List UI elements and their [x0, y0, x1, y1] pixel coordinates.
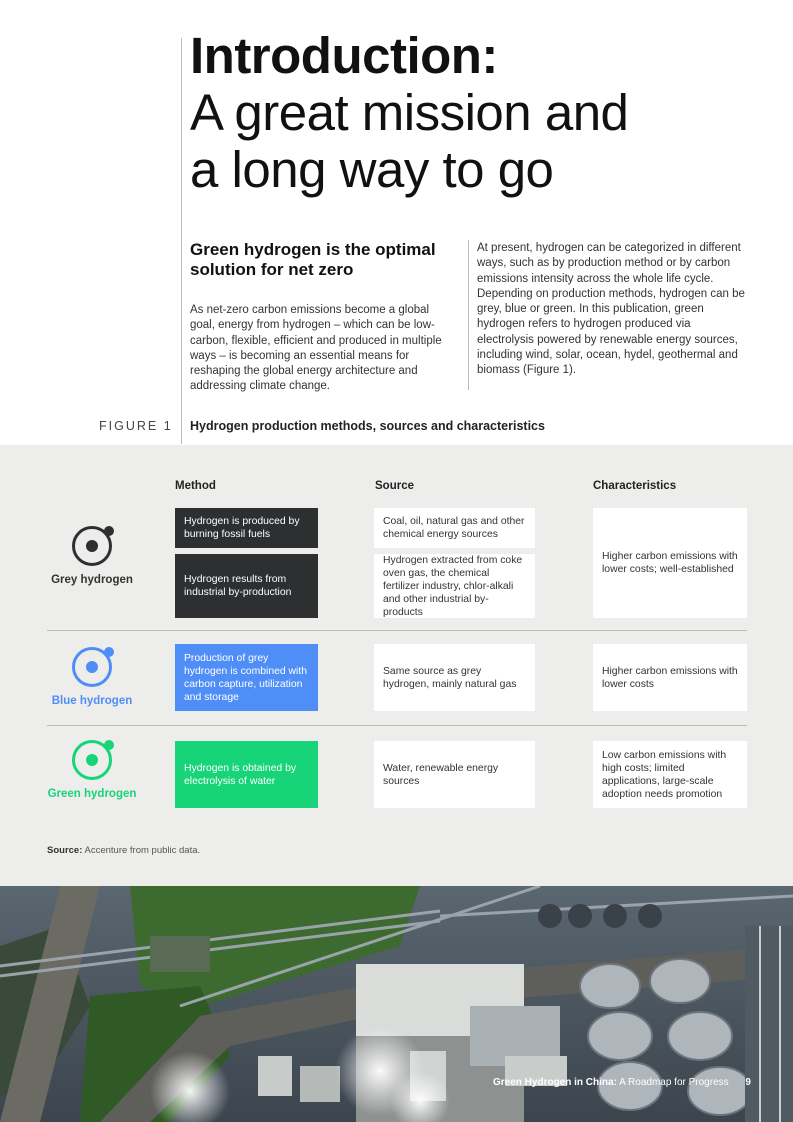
title-line-2: A great mission and	[190, 84, 629, 141]
grey-source-1-text: Coal, oil, natural gas and other chemical energy sources	[383, 516, 525, 540]
column-header-characteristics: Characteristics	[593, 480, 677, 492]
blue-method	[175, 644, 318, 711]
green-source	[374, 741, 535, 808]
grey-hydrogen-icon	[72, 526, 112, 566]
blue-method-text: Production of grey hydrogen is combined with carbon capture, utilization and storage	[184, 652, 308, 703]
blue-hydrogen-label: Blue hydrogen	[51, 695, 133, 707]
footer-subtitle: A Roadmap for Progress	[619, 1077, 729, 1088]
grey-characteristics-text: Higher carbon emissions with lower costs; well-established	[602, 551, 738, 575]
row-divider-2	[47, 725, 747, 726]
title-line-3: a long way to go	[190, 141, 554, 198]
grey-source-2	[374, 554, 535, 618]
figure-label: FIGURE 1	[99, 419, 173, 433]
column-header-source: Source	[375, 480, 414, 492]
figure-title: Hydrogen production methods, sources and characteristics	[190, 419, 545, 433]
row-divider-1	[47, 630, 747, 631]
body-paragraph-2: At present, hydrogen can be categorized in different ways, such as by production method or by carbon emissions intensity across the whole life cycle. Depending on production methods, hydrogen can be grey, blue or green. In this publication, green hydrogen refers to hydrogen produced via electrolysis powered by renewable energy sources, including wind, solar, ocean, hydel, geothermal and biomass (Figure 1).	[477, 242, 745, 377]
page-footer	[493, 1077, 751, 1088]
body-paragraph-1: As net-zero carbon emissions become a global goal, energy from hydrogen – which can be low-carbon, flexible, efficient and produced in multiple ways – is becoming an essential means for reshaping the global energy architecture and addressing climate change.	[190, 304, 442, 393]
source-label: Source:	[47, 845, 83, 856]
column-header-method: Method	[175, 480, 216, 492]
figure-rule	[181, 417, 182, 443]
blue-hydrogen-icon	[72, 647, 112, 687]
grey-method-2-text: Hydrogen results from industrial by-production	[184, 574, 292, 598]
green-characteristics	[593, 741, 747, 808]
green-hydrogen-label: Green hydrogen	[47, 788, 137, 800]
grey-hydrogen-label: Grey hydrogen	[51, 574, 133, 586]
green-characteristics-text: Low carbon emissions with high costs; limited applications, large-scale adoption needs promotion	[602, 749, 727, 800]
blue-source-text: Same source as grey hydrogen, mainly natural gas	[383, 665, 517, 690]
grey-method-2	[175, 554, 318, 618]
blue-characteristics	[593, 644, 747, 711]
green-method	[175, 741, 318, 808]
blue-characteristics-text: Higher carbon emissions with lower costs	[602, 665, 738, 690]
title-rule	[181, 38, 182, 444]
green-source-text: Water, renewable energy sources	[383, 762, 499, 787]
footer-publication: Green Hydrogen in China:	[493, 1077, 617, 1088]
page-title	[190, 28, 750, 198]
section-subheading: Green hydrogen is the optimal solution for net zero	[190, 240, 436, 279]
grey-method-1-text: Hydrogen is produced by burning fossil fuels	[184, 516, 300, 540]
source-text: Accenture from public data.	[84, 845, 201, 856]
title-line-1: Introduction:	[190, 27, 498, 84]
figure-source	[47, 845, 200, 856]
grey-source-2-text: Hydrogen extracted from coke oven gas, the chemical fertilizer industry, chlor-alkali and other industrial by-products	[383, 554, 523, 618]
grey-method-1	[175, 508, 318, 548]
page-number: 9	[745, 1077, 751, 1088]
grey-characteristics	[593, 508, 747, 618]
blue-source	[374, 644, 535, 711]
green-method-text: Hydrogen is obtained by electrolysis of water	[184, 762, 297, 787]
green-hydrogen-icon	[72, 740, 112, 780]
grey-source-1	[374, 508, 535, 548]
column-rule	[468, 240, 469, 390]
